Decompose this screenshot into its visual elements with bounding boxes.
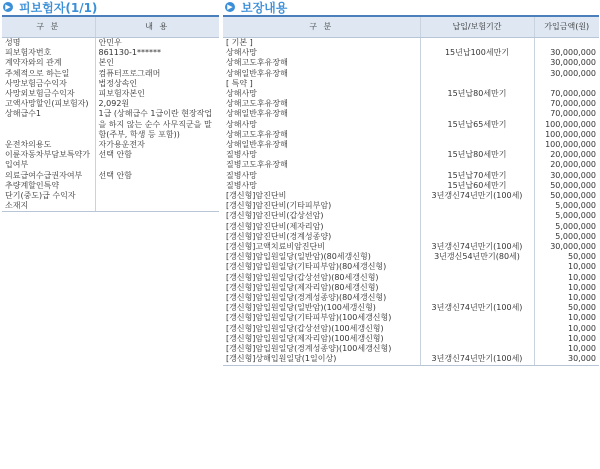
insured-field-label: 단기(중도)급 수익자: [2, 191, 95, 201]
coverage-period: [420, 222, 534, 232]
insured-field-value: 컴퓨터프로그래머: [98, 68, 161, 78]
insured-field-label: 추량계할인특약: [2, 181, 95, 191]
coverage-amount: 10,000: [568, 344, 596, 354]
coverage-amount: 100,000,000: [545, 129, 596, 139]
coverage-period: [420, 38, 534, 49]
insured-field-label: 고액사망할인(피보험자): [2, 99, 95, 109]
coverage-name: [갱신형]암진단비(경계성종양): [223, 232, 420, 242]
coverage-period: 3년갱신74년만기(100세): [420, 191, 534, 201]
coverage-name: 상해일반후유장해: [223, 69, 420, 79]
coverage-amount: 10,000: [568, 323, 596, 333]
coverage-amount: 20,000,000: [550, 160, 596, 170]
coverage-amount: 10,000: [568, 333, 596, 343]
coverage-name: [갱신형]암입원일당(일반암)(80세갱신형): [223, 252, 420, 262]
coverage-header-category: 구 분: [223, 16, 420, 38]
insured-table-row: [2, 201, 219, 212]
coverage-period: [420, 232, 534, 242]
coverage-amount: 10,000: [568, 313, 596, 323]
insured-table-row: [2, 48, 219, 58]
coverage-amount: 70,000,000: [550, 109, 596, 119]
coverage-name: [갱신형]암입원일당(경계성종양)(100세갱신형): [223, 344, 420, 354]
coverage-period: [420, 334, 534, 344]
coverage-period: 3년갱신74년만기(100세): [420, 303, 534, 313]
insured-table-row: [2, 38, 219, 49]
coverage-amount: 30,000,000: [550, 48, 596, 58]
coverage-table-row: [223, 252, 599, 262]
coverage-name: 상해사망: [223, 120, 420, 130]
coverage-table-row: [223, 99, 599, 109]
coverage-table-row: [223, 150, 599, 160]
coverage-period: [420, 211, 534, 221]
coverage-name: [갱신형]암진단비(제자리암): [223, 222, 420, 232]
coverage-amount: 100,000,000: [545, 119, 596, 129]
coverage-period: [420, 140, 534, 150]
coverage-name: [갱신형]암입원일당(갑상선암)(80세갱신형): [223, 273, 420, 283]
coverage-table-row: [223, 242, 599, 252]
coverage-amount: 5,000,000: [555, 211, 596, 221]
coverage-amount: 50,000: [568, 303, 596, 313]
coverage-amount: 5,000,000: [555, 231, 596, 241]
coverage-name: 질병사망: [223, 181, 420, 191]
coverage-amount: 50,000: [568, 252, 596, 262]
coverage-amount: 10,000: [568, 293, 596, 303]
insured-field-value: 법정상속인: [98, 78, 138, 88]
coverage-period: 15년납80세만기: [420, 150, 534, 160]
coverage-period: 3년갱신54년만기(80세): [420, 252, 534, 262]
coverage-amount: 5,000,000: [555, 221, 596, 231]
coverage-name: [갱신형]암진단비(기타피부암): [223, 201, 420, 211]
insured-title-text: 피보험자(1/1): [19, 0, 98, 15]
coverage-name: [갱신형]암입원일당(경계성종양)(80세갱신형): [223, 293, 420, 303]
insured-field-label: 상해급수1: [2, 109, 95, 140]
coverage-name: [갱신형]암진단비(갑상선암): [223, 211, 420, 221]
coverage-name: [갱신형]암진단비: [223, 191, 420, 201]
coverage-amount: 10,000: [568, 262, 596, 272]
coverage-period: [420, 262, 534, 272]
insured-field-value: 861130-1******: [98, 48, 162, 58]
coverage-name: 상해일반후유장해: [223, 109, 420, 119]
coverage-table-row: [223, 324, 599, 334]
coverage-table-row: [223, 79, 599, 89]
coverage-name: 상해고도후유장해: [223, 58, 420, 68]
coverage-name: [갱신형]암입원일당(기타피부암)(80세갱신형): [223, 262, 420, 272]
coverage-name: [갱신형]상해입원일당(1일이상): [223, 354, 420, 365]
coverage-name: [갱신형]암입원일당(갑상선암)(100세갱신형): [223, 324, 420, 334]
coverage-table-row: [223, 303, 599, 313]
coverage-name: [ 기본 ]: [223, 38, 420, 49]
insured-table-row: [2, 191, 219, 201]
coverage-table-row: [223, 140, 599, 150]
coverage-period: [420, 58, 534, 68]
coverage-period: [420, 130, 534, 140]
coverage-period: [420, 79, 534, 89]
insured-table-body: [2, 38, 219, 212]
insured-table-row: [2, 150, 219, 170]
coverage-period: [420, 344, 534, 354]
coverage-name: 상해고도후유장해: [223, 130, 420, 140]
coverage-amount: 30,000,000: [550, 58, 596, 68]
coverage-amount: 10,000: [568, 282, 596, 292]
insured-field-value: [95, 181, 219, 191]
insured-table-row: [2, 181, 219, 191]
coverage-amount: 30,000,000: [550, 242, 596, 252]
insured-section-title: [3, 0, 97, 14]
coverage-amount: 50,000,000: [550, 191, 596, 201]
coverage-period: [420, 324, 534, 334]
insured-table-row: [2, 109, 219, 140]
coverage-table-row: [223, 293, 599, 303]
coverage-amount: 5,000,000: [555, 201, 596, 211]
insured-header-content: 내 용: [95, 16, 219, 38]
coverage-period: 15년납100세만기: [420, 48, 534, 58]
insured-field-label: 사망보험금수익자: [2, 79, 95, 89]
coverage-table-row: [223, 222, 599, 232]
coverage-header-period: 납입/보험기간: [420, 16, 534, 38]
coverage-amount: 30,000: [534, 354, 599, 365]
coverage-section-title: [225, 0, 287, 14]
insured-field-label: 의료급여수급권자여부: [2, 171, 95, 181]
coverage-amount: 70,000,000: [550, 89, 596, 99]
coverage-table-row: [223, 48, 599, 58]
arrow-circle-icon: ▶: [225, 2, 235, 12]
coverage-period: 15년납70세만기: [420, 171, 534, 181]
insured-field-value: 2,092원: [98, 99, 130, 109]
insured-field-label: 주체적으로 하는일: [2, 69, 95, 79]
coverage-table-row: [223, 191, 599, 201]
insured-field-value: [95, 201, 219, 212]
coverage-amount: 30,000,000: [550, 170, 596, 180]
insured-field-label: 소재지: [2, 201, 95, 212]
coverage-amount: 10,000: [568, 272, 596, 282]
coverage-table-row: [223, 171, 599, 181]
coverage-period: [420, 69, 534, 79]
coverage-table-row: [223, 38, 599, 49]
coverage-table-row: [223, 262, 599, 272]
coverage-period: 3년갱신74년만기(100세): [420, 354, 534, 365]
insured-header-category: 구 분: [2, 16, 95, 38]
insured-table-row: [2, 89, 219, 99]
insured-table-row: [2, 58, 219, 68]
coverage-table-row: [223, 58, 599, 68]
coverage-table-row: [223, 211, 599, 221]
coverage-name: 상해사망: [223, 89, 420, 99]
coverage-amount: 70,000,000: [550, 99, 596, 109]
coverage-table-row: [223, 344, 599, 354]
arrow-circle-icon: ▶: [3, 2, 13, 12]
coverage-period: 3년갱신74년만기(100세): [420, 242, 534, 252]
coverage-name: 상해고도후유장해: [223, 99, 420, 109]
coverage-table-row: [223, 89, 599, 99]
coverage-period: 15년납65세만기: [420, 120, 534, 130]
coverage-table-row: [223, 232, 599, 242]
coverage-table-row: [223, 201, 599, 211]
coverage-period: 15년납80세만기: [420, 89, 534, 99]
insured-table: [2, 15, 219, 212]
coverage-period: [420, 273, 534, 283]
coverage-name: [갱신형]암입원일당(일반암)(100세갱신형): [223, 303, 420, 313]
insured-table-row: [2, 99, 219, 109]
coverage-amount: 20,000,000: [550, 150, 596, 160]
insured-field-value: [95, 191, 219, 201]
coverage-name: [ 특약 ]: [223, 79, 420, 89]
coverage-table-header: [223, 16, 599, 38]
insured-table-row: [2, 171, 219, 181]
coverage-table: [223, 15, 599, 366]
coverage-name: [갱신형]암입원일당(제자리암)(100세갱신형): [223, 334, 420, 344]
coverage-name: 상해사망: [223, 48, 420, 58]
insured-field-value: 본인: [98, 58, 114, 68]
coverage-table-row: [223, 160, 599, 170]
coverage-table-row: [223, 109, 599, 119]
insured-field-label: 성명: [2, 38, 95, 49]
coverage-name: [갱신형]암입원일당(제자리암)(80세갱신형): [223, 283, 420, 293]
coverage-table-row: [223, 181, 599, 191]
coverage-period: [420, 201, 534, 211]
coverage-amount: [534, 79, 599, 89]
coverage-period: [420, 293, 534, 303]
insured-table-row: [2, 79, 219, 89]
coverage-period: [420, 99, 534, 109]
insured-field-label: 운전차의용도: [2, 140, 95, 150]
coverage-amount: 50,000,000: [550, 180, 596, 190]
insured-field-label: 피보험자번호: [2, 48, 95, 58]
insured-field-label: 이륜자동차부담보특약가입여부: [2, 150, 95, 170]
coverage-name: [갱신형]암입원일당(기타피부암)(100세갱신형): [223, 313, 420, 323]
coverage-amount: [534, 38, 599, 49]
insured-field-value: 선택 안함: [98, 150, 132, 160]
insured-field-value: 1급 (상해급수 1급이란 현장작업을 하지 않는 순수 사무직군을 말함(주부, 학생 등 포함)): [98, 109, 213, 139]
coverage-table-row: [223, 273, 599, 283]
insured-field-value: 안민우: [98, 38, 122, 47]
insured-field-label: 사망외보험금수익자: [2, 89, 95, 99]
insured-field-value: 자가용운전자: [98, 140, 145, 150]
insured-field-label: 계약자와의 관계: [2, 58, 95, 68]
coverage-period: [420, 109, 534, 119]
coverage-name: 상해일반후유장해: [223, 140, 420, 150]
coverage-table-body: [223, 38, 599, 366]
insured-field-value: 피보험자본인: [98, 89, 145, 99]
insured-table-row: [2, 69, 219, 79]
coverage-name: 질병고도후유장해: [223, 160, 420, 170]
coverage-name: 질병사망: [223, 171, 420, 181]
coverage-amount: 30,000,000: [550, 68, 596, 78]
coverage-period: [420, 313, 534, 323]
coverage-table-row: [223, 130, 599, 140]
coverage-period: [420, 283, 534, 293]
coverage-amount: 100,000,000: [545, 140, 596, 150]
coverage-table-row: [223, 69, 599, 79]
coverage-table-row: [223, 283, 599, 293]
insured-table-header: [2, 16, 219, 38]
insured-table-row: [2, 140, 219, 150]
coverage-name: 질병사망: [223, 150, 420, 160]
insured-field-value: 선택 안함: [98, 170, 132, 180]
coverage-title-text: 보장내용: [241, 0, 288, 15]
coverage-table-row: [223, 313, 599, 323]
coverage-table-row: [223, 120, 599, 130]
coverage-table-row: [223, 354, 599, 365]
coverage-table-row: [223, 334, 599, 344]
coverage-header-amount: 가입금액(원): [534, 16, 599, 38]
coverage-name: [갱신형]고액치료비암진단비: [223, 242, 420, 252]
coverage-period: [420, 160, 534, 170]
coverage-period: 15년납60세만기: [420, 181, 534, 191]
